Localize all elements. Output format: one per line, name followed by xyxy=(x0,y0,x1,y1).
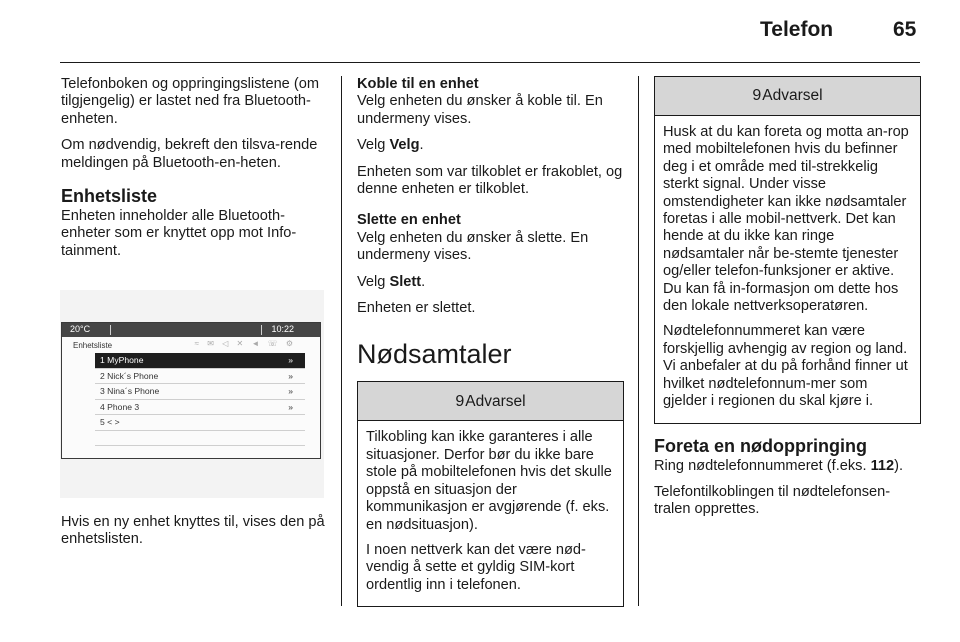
heading-foreta: Foreta en nødoppringing xyxy=(654,435,867,456)
warning-paragraph: Tilkobling kan ikke garanteres i alle situasjoner. Derfor bør du ikke bare stole på mobiltelefonen hvis det skulle oppstå en situasjon der kommunikasjon er avgjørende (f. eks. en nødsituasjon). xyxy=(366,429,612,533)
heading-slette: Slette en enhet xyxy=(357,212,461,229)
text-prefix: Velg xyxy=(357,137,390,154)
column-1 xyxy=(61,76,326,269)
device-name: 2 Nick´s Phone xyxy=(100,370,159,381)
device-name: 1 MyPhone xyxy=(100,355,144,365)
screen-title: Enhetsliste xyxy=(73,341,113,350)
menu-term-velg: Velg xyxy=(389,137,420,154)
status-bar-divider xyxy=(110,325,111,335)
text-suffix: . xyxy=(419,137,424,154)
device-list-item[interactable] xyxy=(95,353,305,369)
page-number: 65 xyxy=(893,18,917,41)
warning-icon: 9 xyxy=(752,87,762,105)
device-list-item[interactable] xyxy=(95,369,305,385)
warning-paragraph: I noen nettverk kan det være nød-vendig å sette et gyldig SIM-kort ordentlig inn i telefonen. xyxy=(366,541,586,593)
chevron-right-icon: » xyxy=(288,370,293,381)
warning-body xyxy=(358,421,623,606)
device-list-paragraph: Enheten inneholder alle Bluetooth-enheter som er knyttet opp mot Info-tainment. xyxy=(61,208,297,259)
text-suffix: ). xyxy=(894,457,904,474)
warning-header xyxy=(358,382,623,421)
infotainment-screen xyxy=(61,322,321,459)
connect-paragraph: Velg enheten du ønsker å koble til. En undermeny vises. xyxy=(357,93,603,127)
heading-koble-til: Koble til en enhet xyxy=(357,76,479,92)
select-velg-paragraph xyxy=(357,137,625,154)
emergency-number: 112 xyxy=(870,457,895,474)
column-divider-2 xyxy=(638,76,639,606)
warning-title: Advarsel xyxy=(465,392,526,410)
warning-paragraph: Husk at du kan foreta og motta an-rop med mobiltelefonen hvis du befinner deg i et område med til-strekkelig sterkt signal. Under visse omstendigheter kan ikke nødsamtaler foretas i alle mobil-nettverk. Det kan hende at du ikke kan ringe nødsamtaler når be-stemte tjenester og/eller telefon-funksjoner er aktive. Du kan få in-formasjon om dette hos den lokale nettverksoperatøren. xyxy=(663,124,909,315)
device-name: 4 Phone 3 xyxy=(100,401,140,412)
intro-paragraph: Telefonboken og oppringingslistene (om tilgjengelig) er lastet ned fra Bluetooth-enheten. xyxy=(61,76,319,127)
device-list-item[interactable] xyxy=(95,384,305,400)
status-bar-divider xyxy=(261,325,262,335)
heading-nodsamtaler: Nødsamtaler xyxy=(357,339,512,370)
device-name: 3 Nina´s Phone xyxy=(100,386,160,396)
confirm-paragraph: Om nødvendig, bekreft den tilsva-rende meldingen på Bluetooth-en-heten. xyxy=(61,137,318,171)
deleted-paragraph: Enheten er slettet. xyxy=(357,300,476,317)
heading-enhetsliste: Enhetsliste xyxy=(61,186,158,207)
device-name: 5 < > xyxy=(100,417,120,427)
screen-clock: 10:22 xyxy=(271,324,294,334)
delete-paragraph: Velg enheten du ønsker å slette. En undermeny vises. xyxy=(357,229,589,264)
text-prefix: Ring nødtelefonnummeret (f.eks. xyxy=(654,457,871,474)
device-list-item[interactable] xyxy=(95,415,305,431)
device-list-empty-row xyxy=(95,431,305,446)
screen-temperature: 20°C xyxy=(70,324,91,334)
column-2 xyxy=(357,76,625,607)
column-1-bottom xyxy=(61,514,326,558)
column-3 xyxy=(654,76,922,528)
select-slett-paragraph xyxy=(357,274,625,291)
chevron-right-icon: » xyxy=(288,355,293,365)
warning-header xyxy=(655,77,920,116)
new-device-paragraph: Hvis en ny enhet knyttes til, vises den på enhetslisten. xyxy=(61,514,325,548)
warning-icon: 9 xyxy=(455,392,465,410)
warning-body xyxy=(655,116,920,423)
warning-paragraph: Nødtelefonnummeret kan være forskjellig avhengig av region og land. Vi anbefaler at du på forhånd finner ut hvilket nødtelefonnum-mer som gjelder i regionen du skal kjøre i. xyxy=(663,323,908,410)
column-divider-1 xyxy=(341,76,342,606)
call-number-paragraph xyxy=(654,458,922,475)
screen-status-icons: ≈ ✉ ◁ ✕ ◄ ☏ ⚙ xyxy=(194,339,296,348)
device-list-screenshot xyxy=(60,290,324,498)
warning-box-2 xyxy=(654,76,921,424)
screen-status-bar xyxy=(62,323,320,337)
warning-box-1 xyxy=(357,381,624,607)
text-prefix: Velg xyxy=(357,273,390,290)
device-list xyxy=(95,353,305,446)
connection-paragraph: Telefontilkoblingen til nødtelefonsen-tralen opprettes. xyxy=(654,483,891,518)
device-list-item[interactable] xyxy=(95,400,305,416)
page-header-title: Telefon xyxy=(760,18,834,41)
header-rule xyxy=(60,62,920,63)
chevron-right-icon: » xyxy=(288,386,293,396)
menu-term-slett: Slett xyxy=(389,273,422,290)
text-suffix: . xyxy=(421,273,426,290)
disconnected-paragraph: Enheten som var tilkoblet er frakoblet, og denne enheten er tilkoblet. xyxy=(357,163,623,198)
chevron-right-icon: » xyxy=(288,401,293,412)
warning-title: Advarsel xyxy=(762,87,823,105)
